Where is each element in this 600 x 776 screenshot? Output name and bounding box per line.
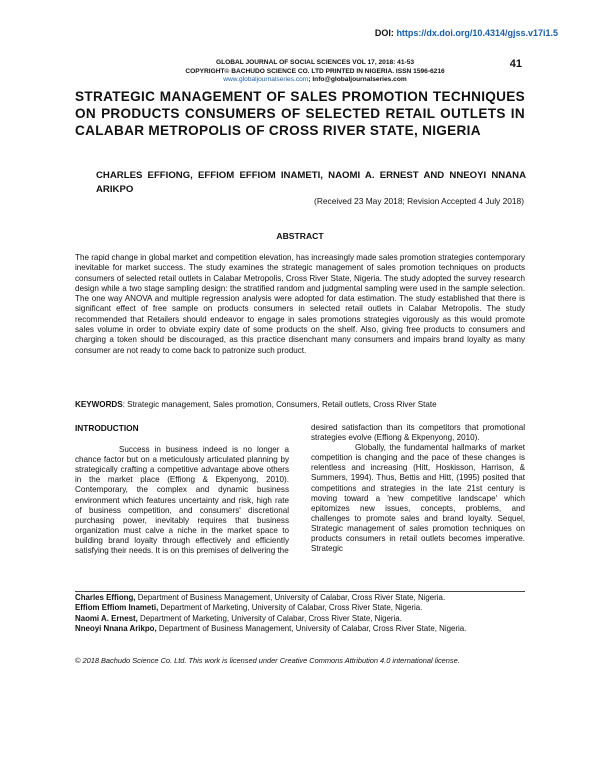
affiliation-name: Effiom Effiom Inameti,	[75, 603, 159, 613]
affiliation-item	[75, 614, 535, 624]
abstract-heading: ABSTRACT	[276, 231, 324, 241]
affiliation-dept: Department of Business Management, University of Calabar, Cross River State, Nigeria.	[156, 624, 467, 634]
received-dates: (Received 23 May 2018; Revision Accepted 4 July 2018)	[314, 196, 524, 206]
footnote-divider	[75, 591, 525, 592]
affiliation-dept: Department of Marketing, University of Calabar, Cross River State, Nigeria.	[158, 603, 423, 613]
journal-site-link[interactable]: www.globaljournalseries.com	[223, 76, 309, 84]
journal-header	[150, 59, 480, 85]
affiliation-name: Nneoyi Nnana Arikpo,	[75, 624, 157, 634]
affiliation-dept: Department of Business Management, University of Calabar, Cross River State, Nigeria.	[135, 593, 446, 602]
affiliation-name: Charles Effiong,	[75, 593, 136, 602]
right-column	[311, 423, 525, 554]
affiliation-item	[75, 593, 535, 603]
keywords-label: KEYWORDS	[75, 400, 123, 409]
journal-volume-line: GLOBAL JOURNAL OF SOCIAL SCIENCES VOL 17, 2018: 41-53	[215, 59, 415, 66]
keywords-text: : Strategic management, Sales promotion, Consumers, Retail outlets, Cross River State	[122, 400, 437, 409]
journal-contact-line	[150, 76, 480, 85]
author-affiliations	[75, 593, 535, 635]
journal-email[interactable]: Info@globaljournalseries.com	[312, 76, 407, 84]
intro-paragraph-left: Success in business indeed is no longer a chance factor but on a meticulously articulated planning by strategically crafting a competitive advantage above others in the market place (Effiong & Ekpenyong, 2010). Contemporary, the complex and dynamic business environment which features uncertainty and risk, high rate of business competition, and consumers' discretional purchasing power, inevitably requires that business organization must calve a niche in the market space to building brand loyalty through effectively and efficiently satisfying their needs. It is on this premises of delivering the	[75, 445, 289, 556]
affiliation-name: Naomi A. Ernest,	[75, 613, 138, 623]
intro-paragraph-right-2: Globally, the fundamental hallmarks of market competition is changing and the pace of these changes is relentless and increasing (Hitt, Hoskisson, Harrison, & Summers, 1994). Thus, Bettis and Hitt, (1995) posited that competitions and strategies in the late 21st century is moving toward a 'new competitive landscape' which epitomizes new issues, concepts, problems, and challenges to promote sales and brand loyalty. Sequel, Strategic management of sales promotion techniques on products consumers in retail outlets becomes imperative. Strategic	[311, 443, 525, 554]
page-number: 41	[509, 58, 522, 70]
affiliation-item	[75, 603, 535, 613]
journal-separator: ;	[308, 76, 311, 84]
left-column	[75, 423, 289, 556]
journal-copyright-line: COPYRIGHT© BACHUDO SCIENCE CO. LTD PRINTED IN NIGERIA. ISSN 1596-6216	[185, 67, 445, 75]
license-notice: © 2018 Bachudo Science Co. Ltd. This work is licensed under Creative Commons Attribution 4.0 international license.	[75, 656, 460, 665]
abstract-text: The rapid change in global market and competition elevation, has increasingly made sales promotion strategies contemporary inevitable for market success. The study examines the strategic management of sales promotion techniques on products consumers of selected retail outlets in Calabar Metropolis, Cross River State, Nigeria. The study adopted the survey research design while a two stage sampling design: the stratified random and judgmental sampling were used in the sample selection. The one way ANOVA and multiple regression analysis were adopted for data estimation. The study established that there is significant effect of free sample on products consumers in selected retail outlets in Calabar Metropolis. The study recommended that Retailers should endeavor to engage in sales promotions strategies vigorously as this would promote sales volume in order to obviate expiry date of some products on the shelf. Also, giving free products to consumers and charging a token should be discouraged, as this practice disenchant many consumers and impairs brand loyalty as many consumer are not ready to come back to patronize such product.	[75, 253, 525, 355]
intro-paragraph-right-1: desired satisfaction than its competitors that promotional strategies evolve (Effiong & Ekpenyong, 2010).	[311, 423, 525, 443]
paper-title: STRATEGIC MANAGEMENT OF SALES PROMOTION TECHNIQUES ON PRODUCTS CONSUMERS OF SELECTED RETAIL OUTLETS IN CALABAR METROPOLIS OF CROSS RIVER STATE, NIGERIA	[75, 89, 525, 138]
affiliation-item	[75, 624, 535, 634]
doi-link[interactable]: https://dx.doi.org/10.4314/gjss.v17i1.5	[396, 28, 558, 38]
doi-line	[375, 28, 558, 38]
keywords-line	[75, 400, 525, 409]
introduction-heading: INTRODUCTION	[75, 423, 139, 433]
affiliation-dept: Department of Marketing, University of Calabar, Cross River State, Nigeria.	[137, 613, 402, 623]
doi-label: DOI:	[374, 28, 394, 38]
author-list: CHARLES EFFIONG, EFFIOM EFFIOM INAMETI, NAOMI A. ERNEST AND NNEOYI NNANA ARIKPO	[96, 170, 526, 195]
